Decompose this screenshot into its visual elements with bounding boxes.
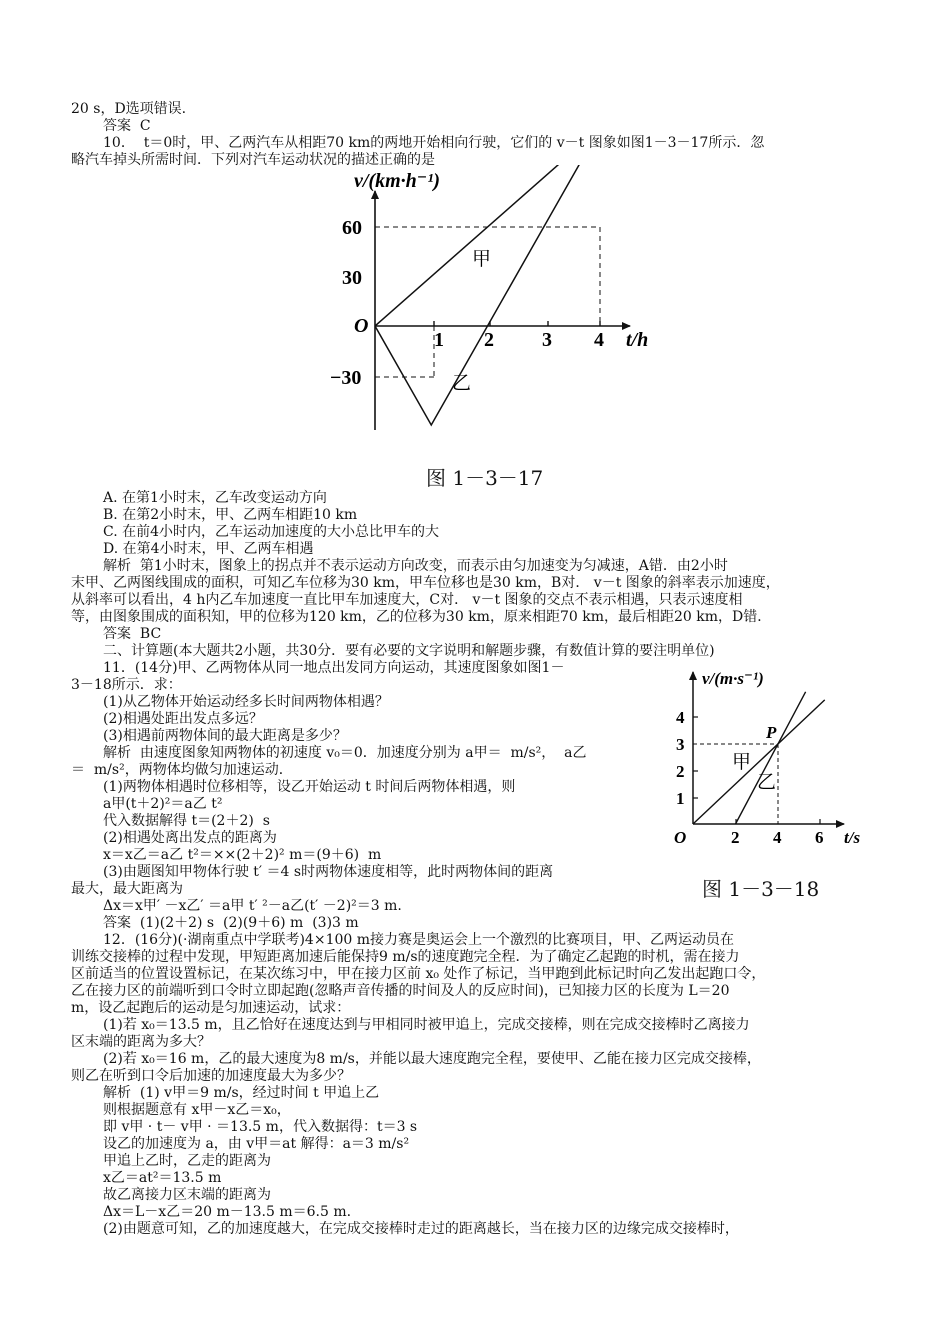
origin-label: O [674,828,687,847]
text-line-top-0: 20 s，D选项错误. [71,101,187,117]
text-line: 甲追上乙时，乙走的距离为 [103,1153,271,1169]
point-label-p: P [766,723,777,742]
y-tick-30: 30 [342,267,362,289]
option-b: B. 在第2小时末，甲、乙两车相距10 km [103,507,358,523]
text-line: 末甲、乙两图线围成的面积，可知乙车位移为30 km，甲车位移也是30 km，B对． v－t 图象的斜率表示加速度， [71,575,780,591]
text-line: 12．(16分)(·湖南重点中学联考)4×100 m接力赛是奥运会上一个激烈的比赛项目，甲、乙两运动员在 [103,932,735,948]
y-tick-3: 3 [676,735,685,754]
text-line: x＝x乙＝a乙 t²＝××(2＋2)² m＝(9＋6) m [103,847,382,863]
text-line: a甲(t＋2)²＝a乙 t² [103,796,223,812]
text-line: (1)若 x₀＝13.5 m，且乙恰好在速度达到与甲相同时被甲追上，完成交接棒，则在完成交接棒时乙离接力 [103,1017,750,1033]
series-label-jia: 甲 [732,751,752,773]
y-tick-60: 60 [342,217,362,239]
text-line: 解析 (1) v甲＝9 m/s，经过时间 t 甲追上乙 [103,1085,380,1101]
option-d: D. 在第4小时末，甲、乙两车相遇 [103,541,314,557]
x-tick-2: 2 [731,828,740,847]
series-label-jia: 甲 [472,248,492,270]
y-tick-neg30: −30 [330,367,362,389]
text-line: 则乙在听到口令后加速的加速度最大为多少？ [71,1068,351,1084]
text-line: 最大，最大距离为 [71,881,183,897]
text-line: 乙在接力区的前端听到口令时立即起跑(忽略声音传播的时间及人的反应时间)，已知接力区的长度为 L＝20 [71,983,730,999]
answer-line: 答案 BC [103,626,162,642]
answer-line: 答案 (1)(2＋2) s (2)(9＋6) m (3)3 m [103,915,359,931]
text-line: (3)相遇前两物体间的最大距离是多少？ [103,728,347,744]
text-line: (3)由题图知甲物体行驶 t′ ＝4 s时两物体速度相等，此时两物体间的距离 [103,864,554,880]
text-line: 训练交接棒的过程中发现，甲短距离加速后能保持9 m/s的速度跑完全程．为了确定乙起跑的时机，需在接力 [71,949,740,965]
text-line: x乙＝at²＝13.5 m [103,1170,222,1186]
series-line-jia [693,700,825,824]
text-line: (2)若 x₀＝16 m，乙的最大速度为8 m/s，并能以最大速度跑完全程，要使甲、乙能在接力区完成交接棒， [103,1051,761,1067]
text-line: (2)由题意可知，乙的加速度越大，在完成交接棒时走过的距离越长，当在接力区的边缘完成交接棒时， [103,1221,739,1237]
text-line: (1)从乙物体开始运动经多长时间两物体相遇？ [103,694,389,710]
x-tick-3: 3 [542,329,552,351]
text-line-top-2: 10． t＝0时，甲、乙两汽车从相距70 km的两地开始相向行驶，它们的 v－t 图象如图1－3－17所示．忽 [103,135,765,151]
text-line: 从斜率可以看出，4 h内乙车加速度一直比甲车加速度大，C对． v－t 图象的交点不表示相遇，只表示速度相 [71,592,743,608]
x-tick-1: 1 [434,329,444,351]
y-axis-label: v/(km·h⁻¹) [354,170,440,192]
text-line: 设乙的加速度为 a，由 v甲＝at 解得：a＝3 m/s² [103,1136,410,1152]
y-tick-2: 2 [676,762,685,781]
text-line: 故乙离接力区末端的距离为 [103,1187,271,1203]
text-line: m，设乙起跑后的运动是匀加速运动，试求： [71,1000,351,1016]
series-label-yi: 乙 [757,771,777,793]
x-axis-label: t/h [626,329,649,351]
x-tick-2: 2 [484,329,494,351]
text-line: (2)相遇处离出发点的距离为 [103,830,277,846]
origin-label: O [354,315,369,337]
text-line: ＝ m/s²，两物体均做匀加速运动． [71,762,293,778]
x-tick-4: 4 [594,329,604,351]
text-line: 区前适当的位置设置标记，在某次练习中，甲在接力区前 x₀ 处作了标记，当甲跑到此标记时向乙发出起跑口令， [71,966,766,982]
figure-caption-17: 图 1－3－17 [426,466,544,490]
text-line: 11．(14分)甲、乙两物体从同一地点出发同方向运动，其速度图象如图1－ [103,660,565,676]
series-label-yi: 乙 [452,372,472,394]
x-tick-6: 6 [815,828,824,847]
section-heading: 二、计算题(本大题共2小题，共30分．要有必要的文字说明和解题步骤，有数值计算的要注明单位) [103,643,715,659]
option-c: C. 在前4小时内，乙车运动加速度的大小总比甲车的大 [103,524,440,540]
text-line: 等，由图象围成的面积知，甲的位移为120 km，乙的位移为30 km，原来相距70 km，最后相距20 km，D错． [71,609,772,625]
text-line-top-3: 略汽车掉头所需时间．下列对汽车运动状况的描述正确的是 [71,152,435,168]
y-axis-label: v/(m·s⁻¹) [702,669,764,688]
text-line: 解析 由速度图象知两物体的初速度 v₀＝0．加速度分别为 a甲＝ m/s²， a乙 [103,745,587,761]
figure-1-3-18 [672,662,882,867]
text-line: 区末端的距离为多大？ [71,1034,211,1050]
text-line: 则根据题意有 x甲－x乙＝x₀， [103,1102,291,1118]
text-line: Δx＝L－x乙＝20 m－13.5 m＝6.5 m. [103,1204,352,1220]
text-line: 代入数据解得 t＝(2＋2) s [103,813,270,829]
figure-1-3-17 [330,165,660,440]
x-axis-label: t/s [844,828,861,847]
text-line: Δx＝x甲′ －x乙′ ＝a甲 t′ ²－a乙(t′ －2)²＝3 m. [103,898,402,914]
figure-caption-18: 图 1－3－18 [702,877,820,901]
text-line: 解析 第1小时末，图象上的拐点并不表示运动方向改变，而表示由匀加速变为匀减速，A错．由2小时 [103,558,728,574]
y-tick-4: 4 [676,708,685,727]
text-line-top-1: 答案 C [103,118,151,134]
option-a: A. 在第1小时末，乙车改变运动方向 [103,490,327,506]
y-tick-1: 1 [676,789,685,808]
text-line: (2)相遇处距出发点多远？ [103,711,263,727]
text-line: 即 v甲 · t－ v甲 · ＝13.5 m，代入数据得：t＝3 s [103,1119,418,1135]
x-tick-4: 4 [773,828,782,847]
text-line: (1)两物体相遇时位移相等，设乙开始运动 t 时间后两物体相遇，则 [103,779,516,795]
text-line: 3－18所示．求： [71,677,182,693]
series-line-yi [375,165,634,425]
